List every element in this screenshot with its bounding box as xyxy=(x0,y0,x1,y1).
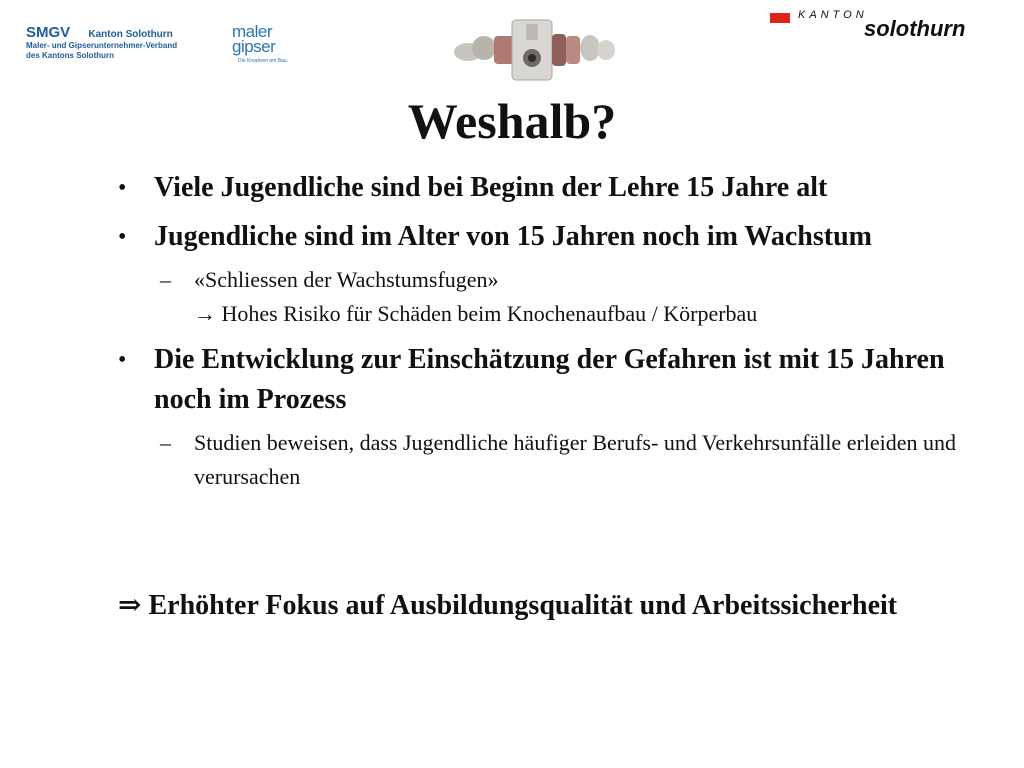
wall-anchor-image xyxy=(448,18,618,82)
bullet-icon: • xyxy=(118,347,127,373)
smgv-logo-title: SMGV xyxy=(26,24,71,41)
bullet-item xyxy=(118,340,998,420)
kanton-label: KANTON xyxy=(798,9,868,21)
bullet-text: Jugendliche sind im Alter von 15 Jahren noch im Wachstum xyxy=(154,221,872,252)
smgv-logo-kanton: Kanton Solothurn xyxy=(88,29,173,40)
bullet-icon: • xyxy=(118,224,127,250)
sub-bullet-line: «Schliessen der Wachstumsfugen» xyxy=(194,267,499,292)
bullet-item xyxy=(118,168,998,208)
smgv-logo xyxy=(26,24,206,74)
sub-bullet-item xyxy=(160,263,998,331)
slide-title: Weshalb? xyxy=(407,93,617,149)
conclusion-text: ⇒ Erhöhter Fokus auf Ausbildungsqualität und Arbeitssicherheit xyxy=(118,590,898,621)
slide-content xyxy=(118,168,998,503)
bullet-text: Die Entwicklung zur Einschätzung der Gefahren ist mit 15 Jahren noch im Prozess xyxy=(154,344,945,415)
sub-bullet-item xyxy=(160,426,998,494)
malergipser-logo-word2: gipser xyxy=(232,37,276,56)
solothurn-flag-icon xyxy=(770,13,790,23)
smgv-logo-line1: Maler- und Gipserunternehmer-Verband xyxy=(26,41,178,50)
sub-bullet-line: → Hohes Risiko für Schäden beim Knochenaufbau / Körperbau xyxy=(194,301,758,326)
malergipser-logo xyxy=(232,24,310,74)
kanton-solothurn-logo xyxy=(770,6,1015,42)
bullet-icon: • xyxy=(118,175,127,201)
malergipser-logo-tagline: Die Kreativen am Bau. xyxy=(238,58,289,64)
malergipser-logo-word1: maler xyxy=(232,22,273,41)
sub-bullet-text: Studien beweisen, dass Jugendliche häufiger Berufs- und Verkehrsunfälle erleiden und verursachen xyxy=(194,430,957,489)
bullet-text: Viele Jugendliche sind bei Beginn der Lehre 15 Jahre alt xyxy=(154,172,828,203)
kanton-name: solothurn xyxy=(864,16,966,41)
dash-icon: – xyxy=(160,267,171,292)
dash-icon: – xyxy=(160,430,171,455)
smgv-logo-line2: des Kantons Solothurn xyxy=(26,51,114,60)
bullet-item xyxy=(118,217,998,257)
